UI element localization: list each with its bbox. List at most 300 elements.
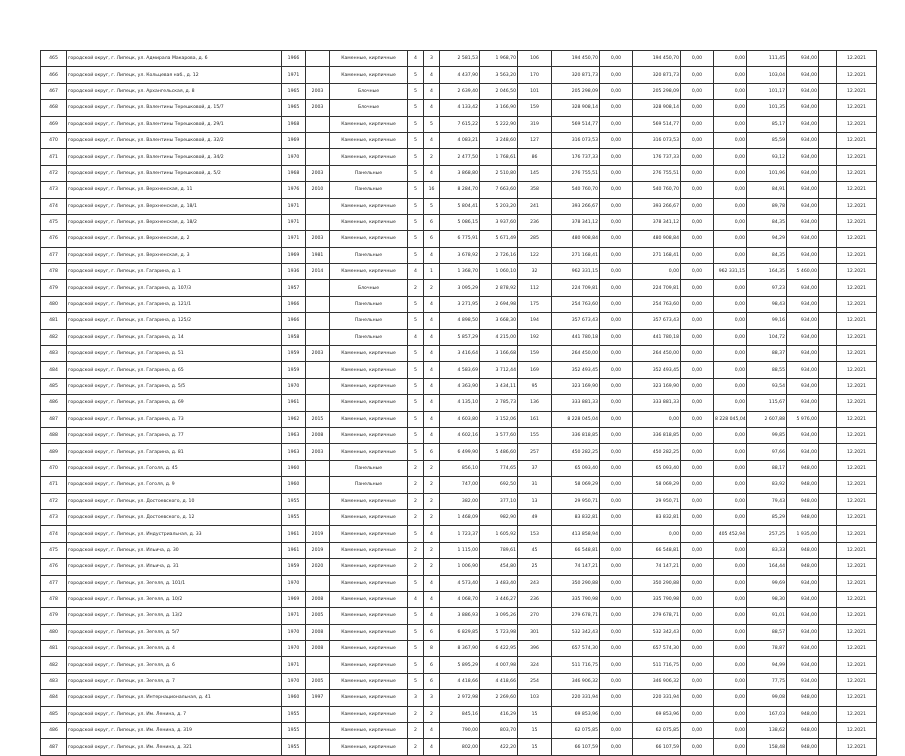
total-cell: 0,00: [633, 264, 681, 280]
residents-cell: 15: [518, 723, 552, 739]
row-number: 482: [41, 329, 67, 345]
remainder-cell: 0,00: [714, 542, 747, 558]
total-area-cell: 4 602,16: [440, 427, 480, 443]
tariff-cell: 934,00: [787, 100, 819, 116]
wall-material-cell: Каменные, кирпичные: [330, 231, 408, 247]
remainder-cell: 0,00: [714, 214, 747, 230]
remainder-cell: 0,00: [714, 346, 747, 362]
total-area-cell: 6 499,90: [440, 444, 480, 460]
addition-cell: 0,00: [600, 608, 633, 624]
floors-cell: 5: [408, 575, 424, 591]
address-cell: городской округ, г. Липецк, ул. Гагарина, д. 1: [67, 264, 282, 280]
build-year-cell: 1971: [282, 214, 306, 230]
sum-cell: 320 871,73: [552, 67, 600, 83]
total-cell: 83 832,81: [633, 509, 681, 525]
build-year-cell: 1960: [282, 477, 306, 493]
tariff-cell: 934,00: [787, 378, 819, 394]
total-area-cell: 4 418,66: [440, 673, 480, 689]
entrances-cell: 8: [424, 641, 440, 657]
build-year-cell: 1969: [282, 247, 306, 263]
table-row: [41, 313, 877, 329]
living-area-cell: 3 668,30: [480, 313, 518, 329]
entrances-cell: 2: [424, 280, 440, 296]
floors-cell: 4: [408, 591, 424, 607]
rate-cell: [819, 706, 837, 722]
total-area-cell: 6 775,91: [440, 231, 480, 247]
residents-cell: 161: [518, 411, 552, 427]
period-cell: 12.2021: [837, 149, 877, 165]
sum-cell: 335 790,98: [552, 591, 600, 607]
rate-cell: [819, 116, 837, 132]
rate-cell: [819, 264, 837, 280]
total-area-cell: 3 868,80: [440, 165, 480, 181]
sum-cell: 224 709,81: [552, 280, 600, 296]
residents-cell: 192: [518, 329, 552, 345]
residents-cell: 358: [518, 182, 552, 198]
build-year-cell: 1971: [282, 198, 306, 214]
address-cell: городской округ, г. Липецк, ул. Гагарина, д. 81: [67, 444, 282, 460]
floors-cell: 3: [408, 690, 424, 706]
addition-cell: 0,00: [600, 657, 633, 673]
sum-cell: 316 073,53: [552, 132, 600, 148]
period-cell: 12.2021: [837, 559, 877, 575]
rate-per-unit-cell: 111,45: [747, 51, 787, 67]
address-cell: городской округ, г. Липецк, ул. Валентины Терешковой, д. 15/7: [67, 100, 282, 116]
address-cell: городской округ, г. Липецк, ул. Зегеля, д. 6: [67, 657, 282, 673]
tariff-cell: 934,00: [787, 346, 819, 362]
floors-cell: 5: [408, 67, 424, 83]
floors-cell: 5: [408, 411, 424, 427]
remainder-cell: 0,00: [714, 149, 747, 165]
address-cell: городской округ, г. Липецк, ул. Верхненская, д. 3: [67, 247, 282, 263]
row-number: 477: [41, 575, 67, 591]
paid-cell: 0,00: [681, 51, 714, 67]
living-area-cell: 1 605,92: [480, 526, 518, 542]
build-year-cell: 1970: [282, 624, 306, 640]
rate-per-unit-cell: 115,67: [747, 395, 787, 411]
address-cell: городской округ, г. Липецк, ул. Им. Ленина, д. 321: [67, 739, 282, 755]
total-area-cell: 4 133,42: [440, 100, 480, 116]
period-cell: 12.2021: [837, 591, 877, 607]
paid-cell: 0,00: [681, 296, 714, 312]
build-year-cell: 1966: [282, 51, 306, 67]
entrances-cell: 5: [424, 116, 440, 132]
addition-cell: 0,00: [600, 346, 633, 362]
rate-cell: [819, 477, 837, 493]
floors-cell: 4: [408, 264, 424, 280]
table-row: [41, 493, 877, 509]
total-area-cell: 3 678,92: [440, 247, 480, 263]
wall-material-cell: Каменные, кирпичные: [330, 362, 408, 378]
rate-cell: [819, 395, 837, 411]
floors-cell: 5: [408, 346, 424, 362]
sum-cell: 346 906,32: [552, 673, 600, 689]
table-row: [41, 739, 877, 755]
paid-cell: 0,00: [681, 739, 714, 755]
table-row: [41, 460, 877, 476]
reconstruction-year-cell: 2003: [306, 444, 330, 460]
period-cell: 12.2021: [837, 575, 877, 591]
total-cell: 657 574,30: [633, 641, 681, 657]
paid-cell: 0,00: [681, 575, 714, 591]
living-area-cell: 3 563,20: [480, 67, 518, 83]
total-area-cell: 856,10: [440, 460, 480, 476]
remainder-cell: 0,00: [714, 100, 747, 116]
period-cell: 12.2021: [837, 280, 877, 296]
total-cell: 62 075,85: [633, 723, 681, 739]
tariff-cell: 948,00: [787, 460, 819, 476]
tariff-cell: 934,00: [787, 673, 819, 689]
floors-cell: 5: [408, 116, 424, 132]
sum-cell: 176 737,33: [552, 149, 600, 165]
address-cell: городской округ, г. Липецк, ул. Гагарина, д. 51: [67, 346, 282, 362]
rate-cell: [819, 198, 837, 214]
sum-cell: 328 908,14: [552, 100, 600, 116]
period-cell: 12.2021: [837, 132, 877, 148]
paid-cell: 0,00: [681, 132, 714, 148]
reconstruction-year-cell: [306, 132, 330, 148]
residents-cell: 45: [518, 542, 552, 558]
addition-cell: 0,00: [600, 247, 633, 263]
residents-cell: 25: [518, 559, 552, 575]
reconstruction-year-cell: [306, 706, 330, 722]
total-area-cell: 4 898,50: [440, 313, 480, 329]
remainder-cell: 0,00: [714, 477, 747, 493]
floors-cell: 2: [408, 509, 424, 525]
addition-cell: 0,00: [600, 67, 633, 83]
period-cell: 12.2021: [837, 378, 877, 394]
paid-cell: 0,00: [681, 509, 714, 525]
total-cell: 336 818,85: [633, 427, 681, 443]
total-cell: 74 147,21: [633, 559, 681, 575]
reconstruction-year-cell: [306, 198, 330, 214]
floors-cell: 5: [408, 608, 424, 624]
table-row: [41, 575, 877, 591]
wall-material-cell: Каменные, кирпичные: [330, 346, 408, 362]
sum-cell: 279 678,71: [552, 608, 600, 624]
build-year-cell: 1959: [282, 362, 306, 378]
period-cell: 12.2021: [837, 182, 877, 198]
floors-cell: 5: [408, 214, 424, 230]
paid-cell: 0,00: [681, 526, 714, 542]
address-cell: городской округ, г. Липецк, ул. Валентины Терешковой, д. 32/2: [67, 132, 282, 148]
tariff-cell: 934,00: [787, 83, 819, 99]
floors-cell: 5: [408, 296, 424, 312]
living-area-cell: 3 166,90: [480, 100, 518, 116]
living-area-cell: 3 095,26: [480, 608, 518, 624]
remainder-cell: 8 228 045,04: [714, 411, 747, 427]
remainder-cell: 0,00: [714, 673, 747, 689]
floors-cell: 5: [408, 395, 424, 411]
row-number: 473: [41, 509, 67, 525]
remainder-cell: 0,00: [714, 296, 747, 312]
living-area-cell: 803,70: [480, 723, 518, 739]
table-row: [41, 706, 877, 722]
total-area-cell: 8 367,90: [440, 641, 480, 657]
rate-per-unit-cell: 83,33: [747, 542, 787, 558]
row-number: 468: [41, 100, 67, 116]
tariff-cell: 934,00: [787, 182, 819, 198]
paid-cell: 0,00: [681, 690, 714, 706]
addition-cell: 0,00: [600, 575, 633, 591]
address-cell: городской округ, г. Липецк, ул. Ильича, д. 30: [67, 542, 282, 558]
entrances-cell: 2: [424, 477, 440, 493]
entrances-cell: 2: [424, 706, 440, 722]
row-number: 487: [41, 411, 67, 427]
total-area-cell: 4 437,90: [440, 67, 480, 83]
period-cell: 12.2021: [837, 100, 877, 116]
residents-cell: 15: [518, 739, 552, 755]
living-area-cell: 3 577,60: [480, 427, 518, 443]
build-year-cell: 1970: [282, 673, 306, 689]
reconstruction-year-cell: 2008: [306, 427, 330, 443]
period-cell: 12.2021: [837, 493, 877, 509]
address-cell: городской округ, г. Липецк, ул. Гагарина, д. 107/3: [67, 280, 282, 296]
period-cell: 12.2021: [837, 346, 877, 362]
remainder-cell: 0,00: [714, 83, 747, 99]
row-number: 476: [41, 231, 67, 247]
total-area-cell: 2 477,50: [440, 149, 480, 165]
wall-material-cell: Панельные: [330, 313, 408, 329]
period-cell: 12.2021: [837, 116, 877, 132]
period-cell: 12.2021: [837, 477, 877, 493]
entrances-cell: 3: [424, 51, 440, 67]
build-year-cell: 1968: [282, 116, 306, 132]
living-area-cell: 1 060,10: [480, 264, 518, 280]
residents-cell: 254: [518, 673, 552, 689]
residents-cell: 153: [518, 526, 552, 542]
wall-material-cell: Каменные, кирпичные: [330, 444, 408, 460]
wall-material-cell: Панельные: [330, 182, 408, 198]
reconstruction-year-cell: 1997: [306, 690, 330, 706]
reconstruction-year-cell: 2008: [306, 641, 330, 657]
wall-material-cell: Каменные, кирпичные: [330, 575, 408, 591]
build-year-cell: 1965: [282, 100, 306, 116]
floors-cell: 4: [408, 51, 424, 67]
total-cell: 316 073,53: [633, 132, 681, 148]
row-number: 475: [41, 542, 67, 558]
table-row: [41, 329, 877, 345]
residents-cell: 31: [518, 477, 552, 493]
entrances-cell: 4: [424, 427, 440, 443]
row-number: 474: [41, 198, 67, 214]
floors-cell: 5: [408, 83, 424, 99]
table-row: [41, 411, 877, 427]
row-number: 465: [41, 51, 67, 67]
sum-cell: 962 331,15: [552, 264, 600, 280]
total-area-cell: 747,00: [440, 477, 480, 493]
wall-material-cell: Каменные, кирпичные: [330, 149, 408, 165]
build-year-cell: 1960: [282, 460, 306, 476]
sum-cell: 450 282,25: [552, 444, 600, 460]
sum-cell: 480 908,84: [552, 231, 600, 247]
wall-material-cell: Каменные, кирпичные: [330, 493, 408, 509]
period-cell: 12.2021: [837, 411, 877, 427]
remainder-cell: 0,00: [714, 231, 747, 247]
paid-cell: 0,00: [681, 83, 714, 99]
row-number: 480: [41, 296, 67, 312]
period-cell: 12.2021: [837, 83, 877, 99]
tariff-cell: 934,00: [787, 247, 819, 263]
row-number: 486: [41, 395, 67, 411]
table-row: [41, 444, 877, 460]
residents-cell: 112: [518, 280, 552, 296]
entrances-cell: 4: [424, 395, 440, 411]
residents-cell: 241: [518, 198, 552, 214]
residents-cell: 103: [518, 690, 552, 706]
paid-cell: 0,00: [681, 378, 714, 394]
floors-cell: 5: [408, 165, 424, 181]
addition-cell: 0,00: [600, 296, 633, 312]
reconstruction-year-cell: [306, 378, 330, 394]
total-area-cell: 2 639,40: [440, 83, 480, 99]
wall-material-cell: Каменные, кирпичные: [330, 641, 408, 657]
sum-cell: 220 331,94: [552, 690, 600, 706]
rate-cell: [819, 346, 837, 362]
reconstruction-year-cell: 2010: [306, 182, 330, 198]
residents-cell: 13: [518, 493, 552, 509]
total-cell: 352 493,45: [633, 362, 681, 378]
rate-cell: [819, 280, 837, 296]
period-cell: 12.2021: [837, 362, 877, 378]
wall-material-cell: Каменные, кирпичные: [330, 67, 408, 83]
total-cell: 264 450,00: [633, 346, 681, 362]
period-cell: 12.2021: [837, 673, 877, 689]
reconstruction-year-cell: 2003: [306, 231, 330, 247]
addition-cell: 0,00: [600, 264, 633, 280]
paid-cell: 0,00: [681, 411, 714, 427]
rate-per-unit-cell: 89,78: [747, 198, 787, 214]
total-cell: 328 908,14: [633, 100, 681, 116]
rate-cell: [819, 723, 837, 739]
reconstruction-year-cell: 2008: [306, 591, 330, 607]
total-area-cell: 1 006,90: [440, 559, 480, 575]
residents-cell: 101: [518, 83, 552, 99]
paid-cell: 0,00: [681, 100, 714, 116]
row-number: 466: [41, 67, 67, 83]
period-cell: 12.2021: [837, 723, 877, 739]
table-row: [41, 214, 877, 230]
row-number: 476: [41, 559, 67, 575]
reconstruction-year-cell: [306, 395, 330, 411]
rate-cell: [819, 526, 837, 542]
address-cell: городской округ, г. Липецк, ул. Гоголя, д. 9: [67, 477, 282, 493]
remainder-cell: 0,00: [714, 591, 747, 607]
address-cell: городской округ, г. Липецк, ул. Ильича, д. 31: [67, 559, 282, 575]
rate-per-unit-cell: 97,66: [747, 444, 787, 460]
residents-cell: 285: [518, 231, 552, 247]
table-body: [41, 51, 877, 756]
rate-per-unit-cell: 167,03: [747, 706, 787, 722]
build-year-cell: 1970: [282, 641, 306, 657]
row-number: 479: [41, 608, 67, 624]
tariff-cell: 948,00: [787, 706, 819, 722]
build-year-cell: 1966: [282, 313, 306, 329]
total-cell: 569 514,77: [633, 116, 681, 132]
sum-cell: 569 514,77: [552, 116, 600, 132]
sum-cell: 264 450,00: [552, 346, 600, 362]
rate-per-unit-cell: 103,04: [747, 67, 787, 83]
entrances-cell: 4: [424, 329, 440, 345]
reconstruction-year-cell: [306, 329, 330, 345]
addition-cell: 0,00: [600, 214, 633, 230]
floors-cell: 4: [408, 329, 424, 345]
living-area-cell: 2 726,16: [480, 247, 518, 263]
wall-material-cell: Каменные, кирпичные: [330, 395, 408, 411]
build-year-cell: 1955: [282, 706, 306, 722]
total-area-cell: 1 368,70: [440, 264, 480, 280]
entrances-cell: 2: [424, 149, 440, 165]
wall-material-cell: Панельные: [330, 329, 408, 345]
rate-per-unit-cell: 101,35: [747, 100, 787, 116]
row-number: 471: [41, 149, 67, 165]
total-area-cell: 1 115,00: [440, 542, 480, 558]
rate-per-unit-cell: 91,01: [747, 608, 787, 624]
row-number: 488: [41, 427, 67, 443]
rate-per-unit-cell: 99,69: [747, 575, 787, 591]
remainder-cell: 0,00: [714, 624, 747, 640]
reconstruction-year-cell: 2015: [306, 411, 330, 427]
paid-cell: 0,00: [681, 116, 714, 132]
living-area-cell: 1 768,61: [480, 149, 518, 165]
entrances-cell: 4: [424, 739, 440, 755]
sum-cell: 532 342,43: [552, 624, 600, 640]
row-number: 471: [41, 477, 67, 493]
rate-cell: [819, 329, 837, 345]
residents-cell: 257: [518, 444, 552, 460]
residents-cell: 127: [518, 132, 552, 148]
table-row: [41, 264, 877, 280]
rate-per-unit-cell: 99,85: [747, 427, 787, 443]
rate-cell: [819, 444, 837, 460]
table-row: [41, 83, 877, 99]
build-year-cell: 1970: [282, 575, 306, 591]
total-cell: 0,00: [633, 411, 681, 427]
total-cell: 205 298,09: [633, 83, 681, 99]
floors-cell: 2: [408, 723, 424, 739]
entrances-cell: 4: [424, 723, 440, 739]
rate-cell: [819, 182, 837, 198]
build-year-cell: 1971: [282, 657, 306, 673]
wall-material-cell: Каменные, кирпичные: [330, 51, 408, 67]
sum-cell: 276 755,51: [552, 165, 600, 181]
residents-cell: 155: [518, 427, 552, 443]
build-year-cell: 1969: [282, 132, 306, 148]
address-cell: городской округ, г. Липецк, ул. Гагарина, д. 65: [67, 362, 282, 378]
paid-cell: 0,00: [681, 493, 714, 509]
reconstruction-year-cell: 2003: [306, 100, 330, 116]
total-area-cell: 4 068,70: [440, 591, 480, 607]
tariff-cell: 934,00: [787, 591, 819, 607]
total-area-cell: 2 972,98: [440, 690, 480, 706]
sum-cell: 357 673,43: [552, 313, 600, 329]
reconstruction-year-cell: [306, 739, 330, 755]
paid-cell: 0,00: [681, 706, 714, 722]
total-area-cell: 6 829,85: [440, 624, 480, 640]
reconstruction-year-cell: [306, 67, 330, 83]
address-cell: городской округ, г. Липецк, ул. Зегеля, д. 13/2: [67, 608, 282, 624]
rate-cell: [819, 460, 837, 476]
sum-cell: 29 950,71: [552, 493, 600, 509]
rate-per-unit-cell: 77,75: [747, 673, 787, 689]
residents-cell: 86: [518, 149, 552, 165]
sum-cell: 350 290,88: [552, 575, 600, 591]
remainder-cell: 962 331,15: [714, 264, 747, 280]
rate-cell: [819, 690, 837, 706]
rate-per-unit-cell: 104,72: [747, 329, 787, 345]
remainder-cell: 0,00: [714, 198, 747, 214]
living-area-cell: 3 446,27: [480, 591, 518, 607]
